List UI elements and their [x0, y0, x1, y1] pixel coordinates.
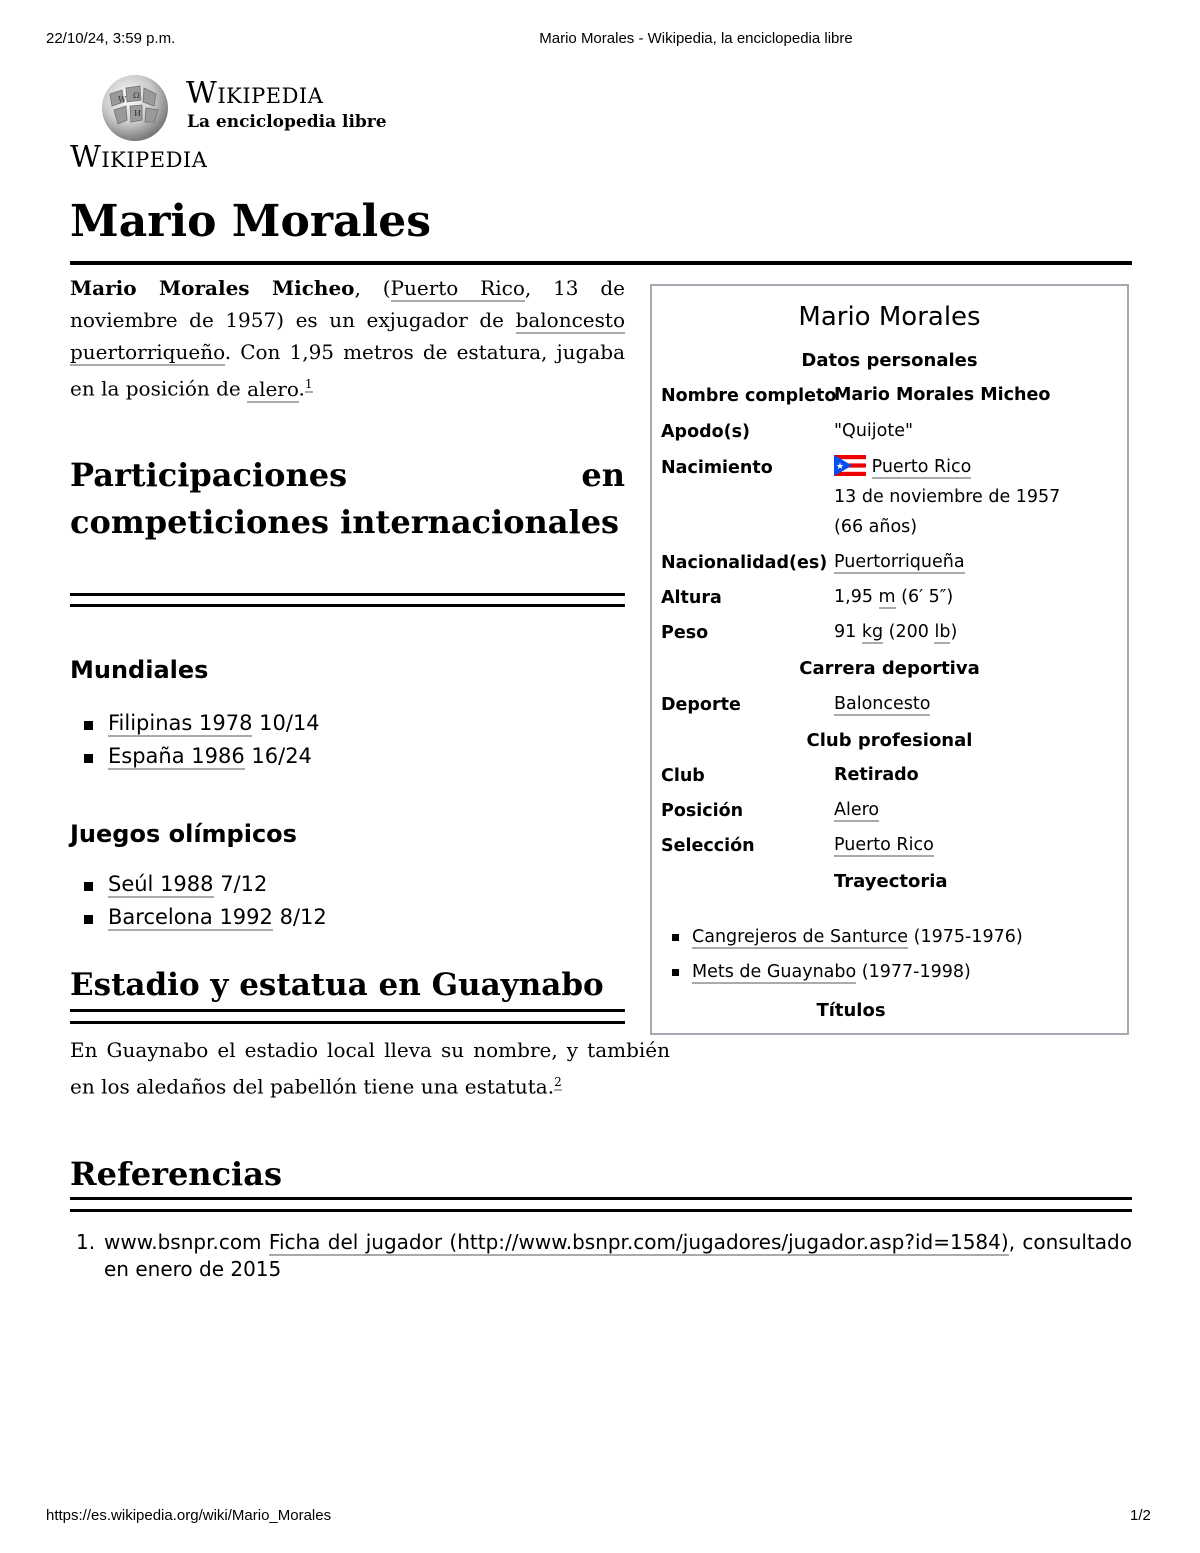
print-date: 22/10/24, 3:59 p.m. — [46, 30, 176, 47]
label-seleccion: Selección — [661, 836, 755, 856]
link-filipinas-1978[interactable]: Filipinas 1978 — [108, 711, 253, 735]
link-puertorriquena[interactable]: Puertorriqueña — [834, 552, 965, 572]
label-nombre: Nombre completo — [661, 386, 837, 406]
section-divider — [70, 1209, 1132, 1212]
list-item: Barcelona 1992 8/12 — [80, 901, 327, 934]
link-puerto-rico[interactable]: Puerto Rico — [390, 276, 525, 300]
intro-paragraph: Mario Morales Micheo, (Puerto Rico, 13 de noviembre de 1957) es un exjugador de baloncesto puertorriqueño. Con 1,95 metros de estatura, jugaba en la posición de alero.$^1$ — [70, 276, 625, 401]
section-divider — [70, 1197, 1132, 1200]
list-item: Cangrejeros de Santurce (1975-1976) — [672, 920, 1023, 955]
list-item: España 1986 16/24 — [80, 740, 320, 773]
label-nacionalidad: Nacionalidad(es) — [661, 553, 828, 573]
value-nombre: Mario Morales Micheo — [834, 385, 1051, 405]
logo-tagline: La enciclopedia libre — [187, 112, 387, 132]
logo-wordmark[interactable]: Wikipedia — [186, 76, 324, 111]
infobox-heading-datos: Datos personales — [801, 350, 978, 371]
estadio-paragraph: En Guaynabo el estadio local lleva su nombre, y también en los aledaños del pabellón tiene una estatuta.$^2$ — [70, 1038, 670, 1099]
value-nacimiento — [834, 452, 1060, 542]
olimpicos-list — [80, 868, 327, 934]
value-altura: 1,95 m (6′ 5″) — [834, 587, 954, 607]
infobox-heading-carrera: Carrera deportiva — [799, 658, 980, 679]
puerto-rico-flag-icon — [834, 455, 866, 476]
section-divider — [70, 593, 625, 596]
infobox-heading-trayectoria: Trayectoria — [834, 871, 948, 892]
link-nacimiento-puerto-rico[interactable]: Puerto Rico — [871, 457, 972, 477]
link-alero[interactable]: alero — [247, 376, 299, 401]
value-peso: 91 kg (200 lb) — [834, 622, 958, 642]
section-divider — [70, 1021, 625, 1024]
value-edad: (66 años) — [834, 517, 918, 537]
section-divider — [70, 1009, 625, 1012]
value-fecha-nacimiento: 13 de noviembre de 1957 — [834, 487, 1061, 507]
label-nacimiento: Nacimiento — [661, 458, 773, 478]
list-item: Seúl 1988 7/12 — [80, 868, 327, 901]
print-title: Mario Morales - Wikipedia, la enciclopedia libre — [539, 30, 853, 47]
infobox — [650, 284, 1129, 1035]
ref-link-1[interactable]: 1 — [304, 377, 313, 391]
link-ficha-del-jugador[interactable]: Ficha del jugador (http://www.bsnpr.com/jugadores/jugador.asp?id=1584) — [268, 1230, 1009, 1254]
infobox-heading-club: Club profesional — [806, 730, 973, 751]
list-item: Mets de Guaynabo (1977-1998) — [672, 955, 1023, 990]
print-page-number: 1/2 — [1130, 1507, 1151, 1524]
link-libra[interactable]: lb — [934, 622, 951, 642]
link-kilogramo[interactable]: kg — [861, 622, 884, 642]
label-apodo: Apodo(s) — [661, 422, 751, 442]
subheading-juegos-olimpicos: Juegos olímpicos — [70, 820, 297, 848]
link-seul-1988[interactable]: Seúl 1988 — [108, 872, 214, 896]
link-baloncesto-puertorriqueno[interactable]: baloncesto puertorriqueño — [70, 308, 625, 364]
trayectoria-list — [672, 920, 1023, 990]
label-club: Club — [661, 766, 705, 786]
value-club: Retirado — [834, 765, 919, 785]
link-espana-1986[interactable]: España 1986 — [108, 744, 245, 768]
reference-item-1 — [70, 1229, 1132, 1283]
label-posicion: Posición — [661, 801, 744, 821]
svg-text:Ω: Ω — [133, 91, 140, 100]
section-heading-estadio: Estadio y estatua en Guaynabo — [70, 967, 604, 1003]
link-mets-de-guaynabo[interactable]: Mets de Guaynabo — [692, 962, 857, 982]
link-metro[interactable]: m — [878, 587, 896, 607]
secondary-wordmark: Wikipedia — [70, 140, 208, 175]
subject-name: Mario Morales Micheo — [70, 276, 355, 300]
title-divider — [70, 261, 1132, 265]
section-heading-participaciones: Participaciones en competiciones internacionales — [70, 456, 625, 541]
mundiales-list — [80, 707, 320, 773]
section-heading-referencias: Referencias — [70, 1155, 282, 1193]
label-peso: Peso — [661, 623, 709, 643]
svg-text:И: И — [134, 109, 141, 118]
section-divider — [70, 604, 625, 607]
page-title: Mario Morales — [70, 196, 432, 247]
ref-link-2[interactable]: 2 — [554, 1075, 562, 1089]
infobox-title: Mario Morales — [798, 302, 981, 332]
link-baloncesto[interactable]: Baloncesto — [834, 694, 931, 714]
value-apodo: "Quijote" — [834, 421, 914, 441]
list-item: Filipinas 1978 10/14 — [80, 707, 320, 740]
wikipedia-globe-icon[interactable] — [96, 72, 174, 142]
infobox-heading-titulos: Títulos — [816, 1000, 886, 1021]
print-url: https://es.wikipedia.org/wiki/Mario_Morales — [46, 1507, 332, 1524]
link-cangrejeros-de-santurce[interactable]: Cangrejeros de Santurce — [692, 927, 909, 947]
label-altura: Altura — [661, 588, 722, 608]
subheading-mundiales: Mundiales — [70, 656, 209, 684]
svg-text:W: W — [118, 95, 127, 104]
reference-text: www.bsnpr.com Ficha del jugador (http://www.bsnpr.com/jugadores/jugador.asp?id=1584), consultado en enero de 2015 — [104, 1230, 1132, 1281]
link-barcelona-1992[interactable]: Barcelona 1992 — [108, 905, 273, 929]
link-alero-posicion[interactable]: Alero — [834, 800, 880, 820]
reference-number: 1. — [76, 1230, 96, 1254]
link-seleccion-puerto-rico[interactable]: Puerto Rico — [834, 835, 934, 855]
label-deporte: Deporte — [661, 695, 741, 715]
